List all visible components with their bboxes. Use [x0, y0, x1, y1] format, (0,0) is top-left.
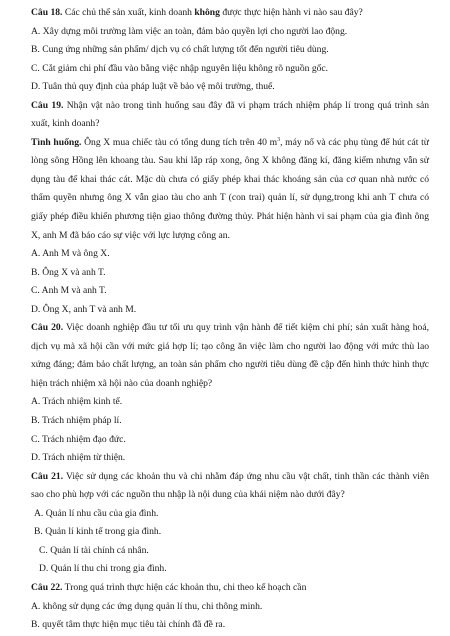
question-22-text: Trong quá trình thực hiện các khoản thu, chi theo kế hoạch cần [62, 581, 307, 593]
question-21-text: Việc sử dụng các khoản thu và chi nhằm đáp ứng nhu cầu vật chất, tinh thần các thành viên sao cho phù hợp với các nguồn thu nhập là nội dung của khái niệm nào dưới đây? [31, 470, 430, 501]
question-20-label: Câu 20. [31, 322, 64, 334]
question-18-option-c: C. Cắt giảm chi phí đầu vào bằng việc nhập nguyên liệu không rõ nguồn gốc. [31, 62, 329, 74]
question-20-text: Việc doanh nghiệp đầu tư tối ưu quy trình vận hành để tiết kiệm chi phí; sản xuất hàng hoá, dịch vụ mà xã hội cần với mức giá hợp lí; tạo công ăn việc làm cho người lao động với mức thù lao xứng đáng; đảm bảo chất lượng, an toàn sản phẩm cho người tiêu dùng đề cập đến hình thức hình thực hiện trách nhiệm xã hội nào của doanh nghiệp? [31, 322, 429, 389]
question-20-option-a: A. Trách nhiệm kinh tế. [31, 396, 123, 408]
question-21-label: Câu 21. [31, 470, 64, 482]
question-18-stem [31, 4, 429, 23]
question-18-option-d: D. Tuân thủ quy định của pháp luật về bảo vệ môi trường, thuế. [31, 81, 275, 93]
question-18-label: Câu 18. [31, 7, 63, 18]
question-19-option-c: C. Anh M và anh T. [31, 285, 107, 297]
question-19-text: Nhận vật nào trong tình huống sau đây đã vi phạm trách nhiệm pháp lí trong quá trình sản xuất, kinh doanh? [31, 99, 430, 130]
question-21-stem [31, 468, 429, 505]
question-22-label: Câu 22. [31, 581, 63, 593]
question-19-option-d: D. Ông X, anh T và anh M. [31, 303, 137, 315]
question-20-option-c: C. Trách nhiệm đạo đức. [31, 433, 126, 445]
question-18-text-emphasis: không [194, 7, 220, 18]
question-19-case [31, 134, 429, 245]
question-21-option-c: C. Quản lí tài chính cá nhân. [39, 544, 149, 556]
question-20-option-d: D. Trách nhiệm từ thiện. [31, 452, 126, 464]
question-19-label: Câu 19. [31, 99, 64, 111]
question-19-stem [31, 97, 429, 134]
question-21-option-d: D. Quản lí thu chi trong gia đình. [39, 563, 167, 575]
question-21-option-a: A. Quản lí nhu cầu của gia đình. [34, 507, 159, 519]
question-20-option-b: B. Trách nhiệm pháp lí. [31, 415, 122, 427]
question-19-case-superscript: 3 [277, 136, 281, 143]
question-18-option-b: B. Cung ứng những sản phẩm/ dịch vụ có chất lượng tốt đến người tiêu dùng. [31, 44, 329, 56]
question-22-stem [31, 579, 429, 598]
question-18-text-pre: Các chủ thể sản xuất, kinh doanh [62, 7, 195, 18]
document-page [31, 4, 429, 635]
question-19-case-label: Tình huống. [31, 136, 82, 148]
question-21-option-b: B. Quản lí kinh tế trong gia đình. [34, 526, 162, 538]
question-22-option-a: A. không sử dụng các ứng dụng quản lí thu, chi thông minh. [31, 600, 263, 612]
question-19-option-a: A. Anh M và ông X. [31, 248, 110, 260]
question-18-option-a: A. Xây dựng môi trường làm việc an toàn, đảm bảo quyền lợi cho người lao động. [31, 25, 348, 37]
question-19-case-text-post: , máy nổ và các phụ tùng để hút cát từ lòng sông Hồng lên khoang tàu. Sau khi lắp ráp xong, ông X không đăng kí, đăng kiểm nhưng vẫn sử dụng tàu để khai thác cát. Mặc dù chưa có giấy phép khai thác khoáng sản của cơ quan nhà nước có thẩm quyền nhưng ông X vẫn giao tàu cho anh T (con trai) quản lí, sử dụng,trong khi anh T chưa có giấy phép điều khiển phương tiện giao thông đường thủy. Phát hiện hành vi sai phạm của gia đình ông X, anh M đã báo cáo sự việc với lực lượng công an. [31, 136, 429, 241]
question-19-case-text-pre: Ông X mua chiếc tàu có tổng dung tích trên 40 m [81, 136, 278, 148]
question-18-text-post: được thực hiện hành vi nào sau đây? [219, 7, 363, 18]
question-20-stem [31, 319, 429, 393]
question-22-option-b: B. quyết tâm thực hiện mục tiêu tài chính đã đề ra. [31, 619, 226, 631]
question-19-option-b: B. Ông X và anh T. [31, 266, 106, 278]
